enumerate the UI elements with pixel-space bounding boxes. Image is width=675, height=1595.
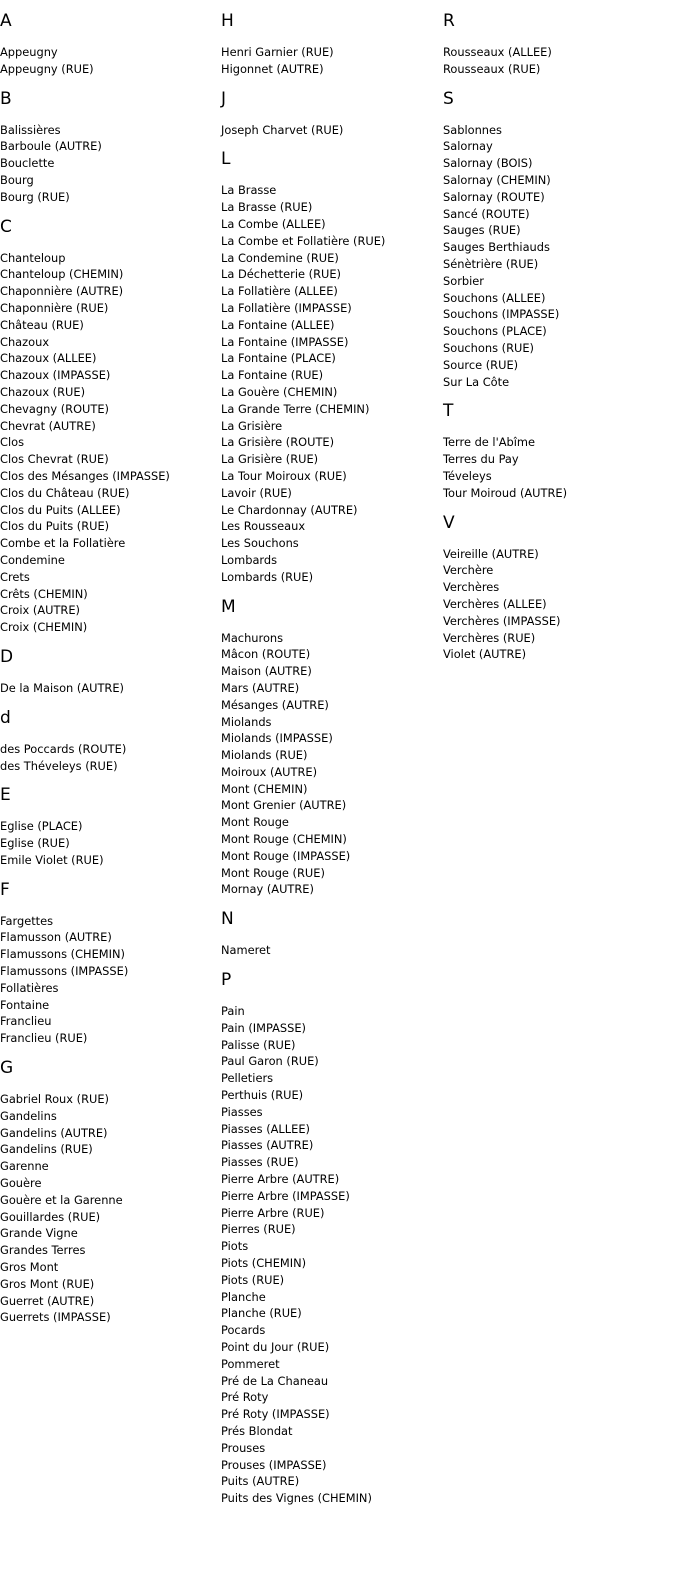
street-link[interactable]: Chaponnière (RUE) — [0, 300, 109, 315]
street-list — [443, 122, 663, 391]
street-link[interactable]: Higonnet (AUTRE) — [221, 61, 324, 76]
street-link[interactable]: Les Rousseaux — [221, 519, 306, 534]
street-link[interactable]: Mont Rouge (CHEMIN) — [221, 832, 347, 847]
street-link[interactable]: Follatières — [0, 980, 59, 995]
street-link[interactable]: Terres du Pay — [443, 452, 519, 467]
street-link[interactable]: Chevrat (AUTRE) — [0, 418, 96, 433]
street-link[interactable]: La Brasse (RUE) — [221, 200, 313, 215]
street-list — [443, 44, 663, 78]
street-link[interactable]: Prouses (IMPASSE) — [221, 1457, 327, 1472]
street-link[interactable]: La Follatière (IMPASSE) — [221, 300, 352, 315]
street-link[interactable]: Flamussons (CHEMIN) — [0, 947, 125, 962]
street-link[interactable]: Sauges (RUE) — [443, 223, 521, 238]
street-link[interactable]: Fontaine — [0, 997, 50, 1012]
street-link[interactable]: Lombards — [221, 552, 278, 567]
street-link[interactable]: Verchères (IMPASSE) — [443, 613, 561, 628]
street-link[interactable]: Chazoux (RUE) — [0, 384, 86, 399]
street-link[interactable]: Planche (RUE) — [221, 1306, 302, 1321]
street-link[interactable]: La Brasse — [221, 183, 277, 198]
street-link[interactable]: Bourg — [0, 172, 34, 187]
section-letter-heading: R — [443, 11, 455, 31]
street-link[interactable]: Grandes Terres — [0, 1243, 86, 1258]
street-link[interactable]: Gabriel Roux (RUE) — [0, 1092, 109, 1107]
street-link[interactable]: Clos — [0, 435, 25, 450]
street-link[interactable]: Pain — [221, 1004, 245, 1019]
street-link[interactable]: La Grisière (ROUTE) — [221, 435, 335, 450]
street-link[interactable]: Gouillardes (RUE) — [0, 1209, 101, 1224]
street-link[interactable]: Paul Garon (RUE) — [221, 1054, 319, 1069]
street-link[interactable]: La Fontaine (RUE) — [221, 368, 324, 383]
section-letter-heading: J — [221, 88, 227, 109]
street-link[interactable]: Crets — [0, 569, 30, 584]
street-link[interactable]: Balissières — [0, 122, 61, 137]
street-link[interactable]: Franclieu — [0, 1014, 52, 1029]
street-link[interactable]: Chaponnière (AUTRE) — [0, 284, 124, 299]
street-index-column-2 — [221, 10, 441, 1517]
street-link[interactable]: Gros Mont (RUE) — [0, 1276, 95, 1291]
street-link[interactable]: Planche — [221, 1289, 266, 1304]
street-link[interactable]: La Combe (ALLEE) — [221, 216, 326, 231]
street-link[interactable]: Moiroux (AUTRE) — [221, 764, 318, 779]
letter-section — [443, 512, 663, 664]
street-list — [0, 818, 220, 868]
street-link[interactable]: La Fontaine (PLACE) — [221, 351, 336, 366]
street-link[interactable]: Pré Roty (IMPASSE) — [221, 1407, 330, 1422]
street-link[interactable]: Verchères (ALLEE) — [443, 596, 547, 611]
street-link[interactable]: Mont Grenier (AUTRE) — [221, 798, 347, 813]
street-link[interactable]: Piots — [221, 1239, 249, 1254]
street-list — [0, 1091, 220, 1326]
street-list — [443, 546, 663, 664]
street-link[interactable]: Clos du Puits (ALLEE) — [0, 502, 121, 517]
street-link[interactable]: Piasses (RUE) — [221, 1155, 299, 1170]
street-index-column-1 — [0, 10, 220, 1336]
letter-section — [443, 88, 663, 391]
street-link[interactable]: La Gouère (CHEMIN) — [221, 384, 338, 399]
street-link[interactable]: Lavoir (RUE) — [221, 485, 292, 500]
street-link[interactable]: Pré Roty — [221, 1390, 269, 1405]
section-letter-heading: P — [221, 970, 232, 991]
section-letter-heading: E — [0, 785, 11, 806]
street-link[interactable]: Verchère — [443, 563, 494, 578]
street-link[interactable]: Pierre Arbre (RUE) — [221, 1205, 325, 1220]
street-list — [0, 122, 220, 206]
letter-section — [221, 88, 441, 139]
street-link[interactable]: Gandelins (AUTRE) — [0, 1125, 108, 1140]
street-link[interactable]: Chanteloup — [0, 250, 66, 265]
street-link[interactable]: Sablonnes — [443, 122, 502, 137]
street-link[interactable]: Joseph Charvet (RUE) — [221, 122, 344, 137]
street-link[interactable]: Piots (RUE) — [221, 1272, 285, 1287]
street-link[interactable]: Prés Blondat — [221, 1423, 293, 1438]
street-link[interactable]: Bouclette — [0, 156, 55, 171]
letter-section — [443, 10, 663, 78]
street-link[interactable]: Flamusson (AUTRE) — [0, 930, 112, 945]
street-link[interactable]: Combe et la Follatière — [0, 536, 126, 551]
letter-section — [221, 10, 441, 78]
street-link[interactable]: Souchons (PLACE) — [443, 324, 547, 339]
street-link[interactable]: Téveleys — [443, 468, 492, 483]
street-link[interactable]: Verchères — [443, 580, 500, 595]
street-link[interactable]: Flamussons (IMPASSE) — [0, 964, 129, 979]
section-letter-heading: F — [0, 879, 10, 900]
letter-section — [221, 148, 441, 585]
street-link[interactable]: Mars (AUTRE) — [221, 680, 300, 695]
street-link[interactable]: Guerret (AUTRE) — [0, 1293, 95, 1308]
street-link[interactable]: La Fontaine (ALLEE) — [221, 317, 335, 332]
street-link[interactable]: Chevagny (ROUTE) — [0, 401, 109, 416]
section-letter-heading: B — [0, 88, 12, 109]
street-list — [0, 250, 220, 636]
street-link[interactable]: Piasses (ALLEE) — [221, 1121, 310, 1136]
street-link[interactable]: Veireille (AUTRE) — [443, 546, 539, 561]
street-link[interactable]: Appeugny (RUE) — [0, 61, 94, 76]
letter-section — [0, 784, 220, 868]
street-link[interactable]: Gouère — [0, 1176, 42, 1191]
street-link[interactable]: Pré de La Chaneau — [221, 1373, 329, 1388]
street-list — [0, 680, 220, 697]
letter-section — [0, 216, 220, 636]
street-link[interactable]: Salornay (CHEMIN) — [443, 172, 551, 187]
section-letter-heading: V — [443, 512, 455, 533]
street-link[interactable]: Mont Rouge (RUE) — [221, 865, 325, 880]
street-link[interactable]: Eglise (RUE) — [0, 836, 70, 851]
street-link[interactable]: Pierres (RUE) — [221, 1222, 296, 1237]
street-link[interactable]: Fargettes — [0, 913, 54, 928]
section-letter-heading: D — [0, 646, 14, 667]
section-letter-heading: M — [221, 596, 236, 617]
street-link[interactable]: Puits (AUTRE) — [221, 1474, 300, 1489]
street-link[interactable]: Mont Rouge (IMPASSE) — [221, 848, 351, 863]
street-link[interactable]: Crêts (CHEMIN) — [0, 586, 88, 601]
street-link[interactable]: Point du Jour (RUE) — [221, 1340, 330, 1354]
street-link[interactable]: Sénètrière (RUE) — [443, 256, 539, 271]
street-link[interactable]: Miolands — [221, 714, 272, 729]
street-link[interactable]: Piots (CHEMIN) — [221, 1256, 307, 1271]
street-link[interactable]: La Condemine (RUE) — [221, 250, 339, 265]
section-letter-heading: H — [221, 11, 234, 31]
street-link[interactable]: La Grisière (RUE) — [221, 452, 319, 467]
street-link[interactable]: Gros Mont — [0, 1260, 59, 1275]
street-link[interactable]: Chazoux — [0, 334, 50, 349]
street-link[interactable]: Eglise (PLACE) — [0, 819, 83, 834]
street-link[interactable]: des Poccards (ROUTE) — [0, 741, 127, 756]
section-letter-heading: G — [0, 1058, 14, 1079]
street-link[interactable]: Rousseaux (ALLEE) — [443, 45, 552, 59]
street-link[interactable]: Pocards — [221, 1323, 266, 1338]
street-link[interactable]: Sancé (ROUTE) — [443, 206, 530, 221]
street-list — [221, 122, 441, 139]
street-link[interactable]: Puits des Vignes (CHEMIN) — [221, 1491, 372, 1506]
street-link[interactable]: Palisse (RUE) — [221, 1037, 296, 1052]
street-link[interactable]: La Déchetterie (RUE) — [221, 267, 341, 282]
letter-section — [0, 646, 220, 697]
street-link[interactable]: Piasses — [221, 1104, 263, 1119]
street-list — [221, 1003, 441, 1507]
street-link[interactable]: Terre de l'Abîme — [443, 435, 536, 450]
street-link[interactable]: Grande Vigne — [0, 1226, 78, 1241]
section-letter-heading: S — [443, 88, 454, 109]
letter-section — [221, 908, 441, 959]
street-link[interactable]: Salornay — [443, 139, 493, 154]
street-link[interactable]: Pommeret — [221, 1356, 280, 1371]
letter-section — [0, 707, 220, 775]
street-link[interactable]: Gouère et la Garenne — [0, 1192, 123, 1207]
street-link[interactable]: Gandelins — [0, 1108, 57, 1123]
section-letter-heading: T — [443, 401, 454, 422]
street-list — [221, 44, 441, 78]
street-link[interactable]: Mont Rouge — [221, 815, 289, 830]
street-list — [221, 182, 441, 585]
street-link[interactable]: Chazoux (ALLEE) — [0, 351, 97, 366]
street-link[interactable]: Souchons (RUE) — [443, 340, 534, 355]
street-link[interactable]: Miolands (RUE) — [221, 748, 308, 763]
street-link[interactable]: Pierre Arbre (IMPASSE) — [221, 1188, 350, 1203]
street-list — [443, 434, 663, 501]
street-link[interactable]: Château (RUE) — [0, 317, 84, 332]
street-link[interactable]: Salornay (BOIS) — [443, 156, 533, 171]
street-link[interactable]: Mâcon (ROUTE) — [221, 647, 311, 662]
street-link[interactable]: La Combe et Follatière (RUE) — [221, 233, 386, 248]
section-letter-heading: A — [0, 11, 12, 31]
street-link[interactable]: Mont (CHEMIN) — [221, 781, 308, 796]
street-link[interactable]: Perthuis (RUE) — [221, 1088, 304, 1103]
letter-section — [0, 88, 220, 206]
street-list — [221, 942, 441, 959]
street-link[interactable]: Clos des Mésanges (IMPASSE) — [0, 468, 170, 483]
street-link[interactable]: Souchons (IMPASSE) — [443, 307, 560, 322]
street-link[interactable]: Source (RUE) — [443, 357, 519, 372]
letter-section — [221, 969, 441, 1507]
street-link[interactable]: Croix (AUTRE) — [0, 603, 80, 618]
street-link[interactable]: Le Chardonnay (AUTRE) — [221, 502, 358, 517]
street-link[interactable]: Appeugny — [0, 45, 58, 59]
street-link[interactable]: De la Maison (AUTRE) — [0, 680, 124, 695]
letter-section — [443, 400, 663, 501]
street-link[interactable]: Piasses (AUTRE) — [221, 1138, 314, 1153]
street-link[interactable]: Pain (IMPASSE) — [221, 1020, 307, 1035]
letter-section — [0, 1057, 220, 1326]
street-link[interactable]: La Follatière (ALLEE) — [221, 284, 338, 299]
street-link[interactable]: Pelletiers — [221, 1071, 274, 1086]
letter-section — [0, 879, 220, 1047]
street-link[interactable]: Verchères (RUE) — [443, 630, 536, 645]
street-link[interactable]: Maison (AUTRE) — [221, 664, 312, 679]
letter-section — [0, 10, 220, 78]
street-link[interactable]: Croix (CHEMIN) — [0, 620, 88, 635]
street-list — [0, 741, 220, 775]
street-link[interactable]: Clos du Château (RUE) — [0, 485, 130, 500]
street-link[interactable]: Rousseaux (RUE) — [443, 61, 541, 76]
street-link[interactable]: Prouses — [221, 1440, 266, 1455]
street-link[interactable]: Pierre Arbre (AUTRE) — [221, 1172, 340, 1187]
street-link[interactable]: Guerrets (IMPASSE) — [0, 1310, 111, 1325]
street-link[interactable]: Condemine — [0, 552, 65, 567]
street-list — [0, 44, 220, 78]
letter-section — [221, 596, 441, 899]
section-letter-heading: L — [221, 149, 231, 170]
street-link[interactable]: Violet (AUTRE) — [443, 647, 527, 662]
street-link[interactable]: Salornay (ROUTE) — [443, 189, 545, 204]
section-letter-heading: d — [0, 707, 11, 728]
street-link[interactable]: Tour Moiroud (AUTRE) — [443, 485, 568, 500]
street-link[interactable]: Clos Chevrat (RUE) — [0, 452, 109, 467]
street-link[interactable]: Franclieu (RUE) — [0, 1031, 88, 1046]
section-letter-heading: C — [0, 216, 12, 237]
street-link[interactable]: La Grisière — [221, 418, 283, 433]
street-link[interactable]: Souchons (ALLEE) — [443, 290, 546, 305]
street-link[interactable]: Chanteloup (CHEMIN) — [0, 267, 124, 282]
street-link[interactable]: Gandelins (RUE) — [0, 1142, 93, 1157]
street-link[interactable]: Barboule (AUTRE) — [0, 139, 102, 154]
street-link[interactable]: La Grande Terre (CHEMIN) — [221, 401, 370, 416]
street-link[interactable]: Henri Garnier (RUE) — [221, 45, 334, 59]
street-link[interactable]: Les Souchons — [221, 536, 299, 551]
street-link[interactable]: Sorbier — [443, 273, 484, 288]
street-link[interactable]: Sauges Berthiauds — [443, 240, 550, 255]
street-link[interactable]: La Tour Moiroux (RUE) — [221, 468, 347, 483]
street-link[interactable]: Emile Violet (RUE) — [0, 852, 104, 867]
street-link[interactable]: La Fontaine (IMPASSE) — [221, 334, 349, 349]
street-link[interactable]: Mornay (AUTRE) — [221, 882, 314, 897]
street-link[interactable]: Lombards (RUE) — [221, 569, 314, 584]
street-link[interactable]: Sur La Côte — [443, 374, 510, 389]
street-link[interactable]: Mésanges (AUTRE) — [221, 697, 329, 712]
street-link[interactable]: Machurons — [221, 630, 284, 645]
street-link[interactable]: Clos du Puits (RUE) — [0, 519, 110, 534]
street-link[interactable]: Miolands (IMPASSE) — [221, 731, 333, 746]
street-link[interactable]: des Théveleys (RUE) — [0, 758, 118, 773]
street-link[interactable]: Garenne — [0, 1159, 49, 1174]
street-link[interactable]: Chazoux (IMPASSE) — [0, 368, 111, 383]
street-index-column-3 — [443, 10, 663, 673]
street-link[interactable]: Bourg (RUE) — [0, 189, 70, 204]
street-link[interactable]: Nameret — [221, 943, 271, 958]
street-list — [0, 913, 220, 1047]
street-list — [221, 630, 441, 899]
section-letter-heading: N — [221, 909, 234, 930]
